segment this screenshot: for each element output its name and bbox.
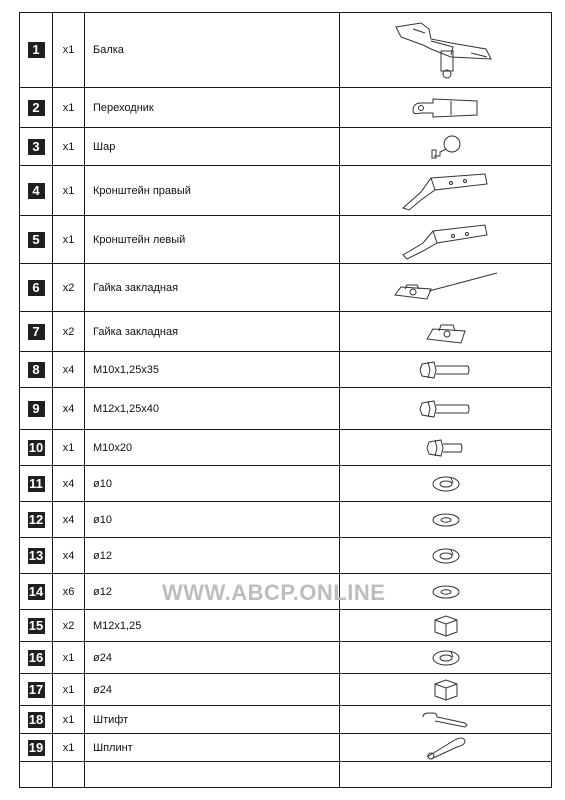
empty-cell bbox=[85, 762, 340, 788]
item-image-cell bbox=[340, 466, 552, 502]
item-number: 10 bbox=[28, 439, 44, 455]
item-quantity: x1 bbox=[53, 166, 85, 216]
item-image-cell bbox=[340, 166, 552, 216]
adapter-icon bbox=[340, 95, 551, 121]
item-image-cell bbox=[340, 706, 552, 734]
bolt-icon bbox=[340, 359, 551, 381]
item-description: Шар bbox=[85, 128, 340, 166]
spring-washer-icon bbox=[340, 547, 551, 565]
cage-nut-wire-icon bbox=[340, 271, 551, 305]
item-description: M12x1,25 bbox=[85, 610, 340, 642]
item-number-cell bbox=[20, 466, 53, 502]
item-number: 13 bbox=[28, 547, 44, 563]
item-number: 15 bbox=[28, 617, 44, 633]
item-quantity: x2 bbox=[53, 312, 85, 352]
item-number-cell bbox=[20, 352, 53, 388]
flat-washer-icon bbox=[340, 584, 551, 600]
item-number-cell bbox=[20, 502, 53, 538]
item-description: Кронштейн правый bbox=[85, 166, 340, 216]
item-number-cell bbox=[20, 216, 53, 264]
spring-washer-icon bbox=[340, 649, 551, 667]
item-image-cell bbox=[340, 388, 552, 430]
item-number: 2 bbox=[28, 100, 45, 116]
item-number-cell bbox=[20, 610, 53, 642]
table-row bbox=[20, 312, 552, 352]
item-image-cell bbox=[340, 88, 552, 128]
item-description: Штифт bbox=[85, 706, 340, 734]
empty-cell bbox=[340, 762, 552, 788]
pin-icon bbox=[340, 711, 551, 729]
tow-beam-icon bbox=[340, 19, 551, 81]
item-description: ø24 bbox=[85, 642, 340, 674]
table-row bbox=[20, 13, 552, 88]
item-image-cell bbox=[340, 264, 552, 312]
item-number: 9 bbox=[28, 401, 45, 417]
table-row bbox=[20, 264, 552, 312]
item-number: 18 bbox=[28, 711, 44, 727]
item-quantity: x4 bbox=[53, 388, 85, 430]
parts-table bbox=[19, 12, 552, 788]
item-quantity: x1 bbox=[53, 430, 85, 466]
cotter-pin-icon bbox=[340, 735, 551, 761]
item-description: ø10 bbox=[85, 502, 340, 538]
item-quantity: x1 bbox=[53, 734, 85, 762]
item-number: 12 bbox=[28, 511, 44, 527]
item-description: M10x1,25x35 bbox=[85, 352, 340, 388]
item-number: 8 bbox=[28, 362, 45, 378]
item-image-cell bbox=[340, 216, 552, 264]
item-image-cell bbox=[340, 642, 552, 674]
item-number: 7 bbox=[28, 324, 45, 340]
item-quantity: x4 bbox=[53, 502, 85, 538]
item-quantity: x1 bbox=[53, 216, 85, 264]
item-number-cell bbox=[20, 430, 53, 466]
bolt-icon bbox=[340, 398, 551, 420]
item-quantity: x4 bbox=[53, 352, 85, 388]
item-image-cell bbox=[340, 574, 552, 610]
item-number-cell bbox=[20, 312, 53, 352]
item-number-cell bbox=[20, 13, 53, 88]
empty-row bbox=[20, 762, 552, 788]
watermark: WWW.ABCP.ONLINE bbox=[162, 580, 386, 605]
item-image-cell bbox=[340, 674, 552, 706]
item-number: 14 bbox=[28, 583, 44, 599]
item-quantity: x1 bbox=[53, 88, 85, 128]
item-image-cell bbox=[340, 430, 552, 466]
item-number: 6 bbox=[28, 280, 45, 296]
table-row bbox=[20, 610, 552, 642]
item-image-cell bbox=[340, 312, 552, 352]
item-description: ø24 bbox=[85, 674, 340, 706]
flat-washer-icon bbox=[340, 512, 551, 528]
item-description: M10x20 bbox=[85, 430, 340, 466]
item-number: 1 bbox=[28, 42, 45, 58]
table-row bbox=[20, 216, 552, 264]
table-row bbox=[20, 538, 552, 574]
item-quantity: x4 bbox=[53, 466, 85, 502]
item-number: 5 bbox=[28, 232, 45, 248]
table-row bbox=[20, 352, 552, 388]
item-number-cell bbox=[20, 734, 53, 762]
item-description: ø12 bbox=[85, 574, 340, 610]
table-row bbox=[20, 642, 552, 674]
table-row bbox=[20, 88, 552, 128]
bolt-short-icon bbox=[340, 437, 551, 459]
item-number-cell bbox=[20, 88, 53, 128]
item-number-cell bbox=[20, 264, 53, 312]
table-row bbox=[20, 128, 552, 166]
table-row bbox=[20, 166, 552, 216]
tow-ball-icon bbox=[340, 134, 551, 160]
item-number: 3 bbox=[28, 139, 45, 155]
item-description: ø12 bbox=[85, 538, 340, 574]
item-image-cell bbox=[340, 610, 552, 642]
table-row bbox=[20, 466, 552, 502]
item-quantity: x1 bbox=[53, 674, 85, 706]
bracket-right-icon bbox=[340, 170, 551, 212]
item-number-cell bbox=[20, 674, 53, 706]
item-image-cell bbox=[340, 128, 552, 166]
item-quantity: x4 bbox=[53, 538, 85, 574]
item-number-cell bbox=[20, 538, 53, 574]
bracket-left-icon bbox=[340, 219, 551, 261]
table-row bbox=[20, 388, 552, 430]
item-description: Балка bbox=[85, 13, 340, 88]
table-row bbox=[20, 734, 552, 762]
item-description: Переходник bbox=[85, 88, 340, 128]
item-description: M12x1,25x40 bbox=[85, 388, 340, 430]
table-row bbox=[20, 430, 552, 466]
item-number-cell bbox=[20, 166, 53, 216]
item-number-cell bbox=[20, 642, 53, 674]
item-number: 19 bbox=[28, 739, 44, 755]
item-quantity: x2 bbox=[53, 610, 85, 642]
item-image-cell bbox=[340, 502, 552, 538]
item-quantity: x1 bbox=[53, 706, 85, 734]
item-description: Гайка закладная bbox=[85, 264, 340, 312]
item-image-cell bbox=[340, 352, 552, 388]
item-number: 4 bbox=[28, 183, 45, 199]
item-description: Гайка закладная bbox=[85, 312, 340, 352]
item-number-cell bbox=[20, 574, 53, 610]
item-quantity: x2 bbox=[53, 264, 85, 312]
spring-washer-icon bbox=[340, 475, 551, 493]
item-number-cell bbox=[20, 128, 53, 166]
item-image-cell bbox=[340, 734, 552, 762]
hex-nut-icon bbox=[340, 614, 551, 638]
item-image-cell bbox=[340, 13, 552, 88]
item-description: ø10 bbox=[85, 466, 340, 502]
item-description: Кронштейн левый bbox=[85, 216, 340, 264]
table-row bbox=[20, 502, 552, 538]
empty-cell bbox=[20, 762, 53, 788]
item-number: 16 bbox=[28, 649, 44, 665]
cage-nut-icon bbox=[340, 319, 551, 345]
item-number-cell bbox=[20, 388, 53, 430]
item-quantity: x1 bbox=[53, 13, 85, 88]
table-row bbox=[20, 574, 552, 610]
empty-cell bbox=[53, 762, 85, 788]
item-image-cell bbox=[340, 538, 552, 574]
item-description: Шплинт bbox=[85, 734, 340, 762]
item-quantity: x1 bbox=[53, 642, 85, 674]
hex-nut-icon bbox=[340, 678, 551, 702]
table-row bbox=[20, 706, 552, 734]
item-number: 17 bbox=[28, 681, 44, 697]
item-quantity: x1 bbox=[53, 128, 85, 166]
item-number: 11 bbox=[29, 475, 43, 491]
item-number-cell bbox=[20, 706, 53, 734]
table-row bbox=[20, 674, 552, 706]
item-quantity: x6 bbox=[53, 574, 85, 610]
